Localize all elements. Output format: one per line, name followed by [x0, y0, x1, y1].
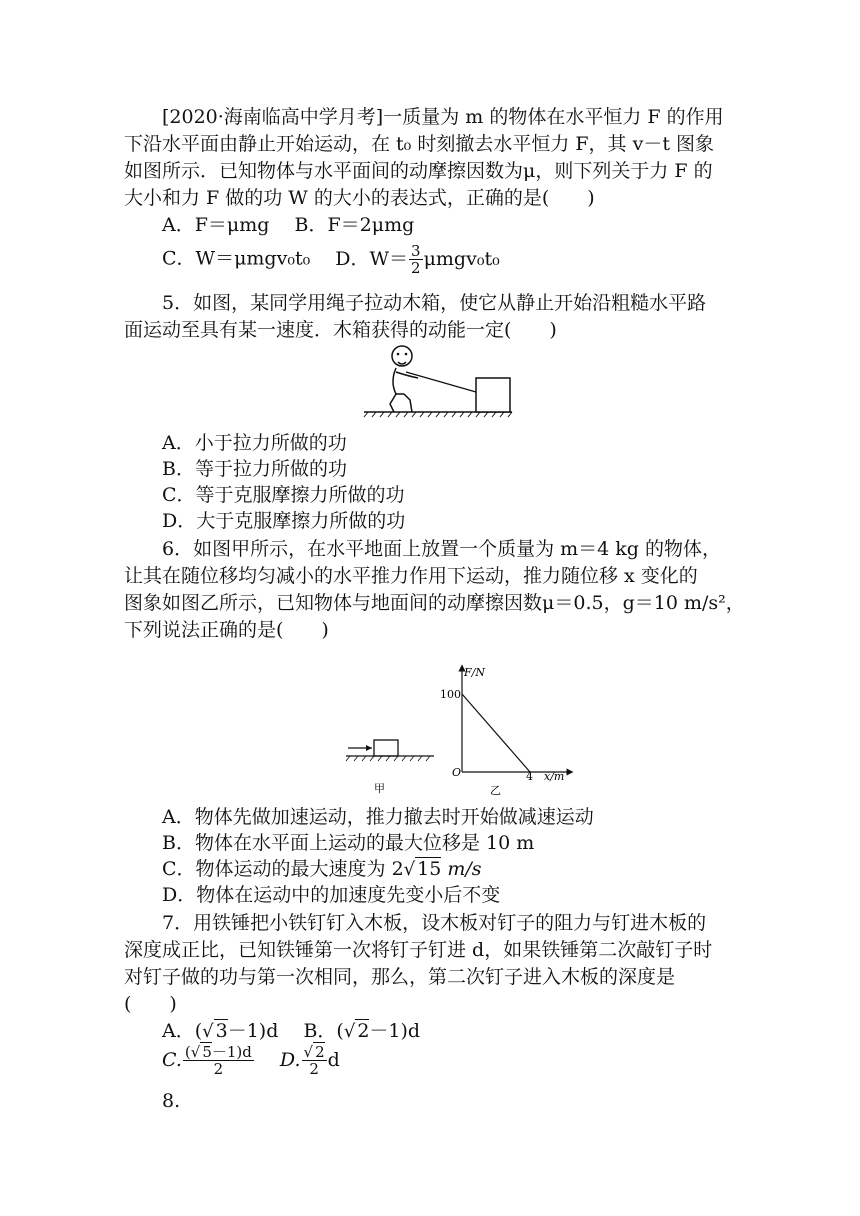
q4-line4: 大小和力 F 做的功 W 的大小的表达式，正确的是( ) [124, 187, 595, 209]
q4-option-b[interactable]: B．F＝2μmg [294, 214, 415, 236]
radicand: 3 [215, 1020, 228, 1042]
q7-option-c-fraction [183, 1044, 254, 1077]
force-series-line [462, 694, 530, 772]
q7-option-a-suffix: －1)d [227, 1020, 279, 1042]
radicand: 15 [417, 858, 442, 880]
q6-chart-force-vs-displacement [430, 660, 590, 800]
q6-option-c-prefix: C．物体运动的最大速度为 2 [162, 858, 404, 880]
numerator-suffix: －1)d [211, 1043, 252, 1061]
q4-option-d-prefix: D．W＝ [335, 247, 409, 270]
q6-option-a[interactable]: A．物体先做加速运动，推力撤去时开始做减速运动 [162, 806, 594, 828]
q7-option-a[interactable] [162, 1020, 278, 1042]
q6-option-c-unit: m/s [441, 858, 482, 880]
q4-line3: 如图所示．已知物体与水平面间的动摩擦因数为μ，则下列关于力 F 的 [124, 160, 713, 182]
q4-option-a[interactable]: A．F＝μmg [162, 214, 270, 236]
q7-option-d[interactable] [279, 1043, 340, 1078]
fraction-denominator: 2 [213, 1060, 224, 1078]
q8-label: 8. [162, 1090, 181, 1112]
x-tick-label: 4 [526, 770, 533, 783]
y-axis-label: F/N [464, 666, 485, 679]
q5-option-b[interactable]: B．等于拉力所做的功 [162, 458, 347, 480]
q5-line1: 5．如图，某同学用绳子拉动木箱，使它从静止开始沿粗糙水平路 [162, 292, 707, 314]
q7-option-b-prefix: B．( [303, 1020, 344, 1042]
q6-figure-jia [344, 730, 444, 800]
q5-option-a[interactable]: A．小于拉力所做的功 [162, 432, 347, 454]
q4-option-d[interactable] [335, 242, 500, 277]
q6-option-c[interactable] [162, 856, 482, 883]
q7-options-cd [162, 1044, 340, 1077]
radicand: 2 [315, 1043, 325, 1061]
person-eyes [397, 353, 408, 356]
q7-line1: 7．用铁锤把小铁钉钉入木板，设木板对钉子的阻力与钉进木板的 [162, 912, 707, 934]
sqrt-icon: √ [303, 1043, 314, 1061]
q7-line2: 深度成正比，已知铁锤第一次将钉子钉进 d，如果铁锤第二次敲钉子时 [124, 939, 713, 961]
sqrt-icon: √ [403, 859, 416, 880]
sqrt-icon: √ [343, 1021, 356, 1042]
sqrt-icon: √ [190, 1043, 201, 1061]
numerator-prefix: ( [184, 1043, 191, 1061]
x-axis-label: x/m [544, 770, 565, 783]
person-figure [390, 346, 418, 412]
q5-figure-person-pulling-box [360, 342, 516, 418]
q7-option-d-label: D. [279, 1048, 301, 1071]
y-tick-label: 100 [440, 688, 461, 701]
q4-option-c[interactable]: C．W＝μmgv₀t₀ [162, 247, 311, 270]
push-arrow-head [366, 745, 372, 751]
q4-option-d-suffix: μmgv₀t₀ [423, 247, 500, 270]
q7-option-c[interactable] [162, 1043, 255, 1078]
q4-options-cd [162, 243, 500, 276]
q6-line4: 下列说法正确的是( ) [124, 619, 329, 641]
q6-line3: 图象如图乙所示，已知物体与地面间的动摩擦因数μ＝0.5，g＝10 m/s²， [124, 592, 745, 614]
origin-label: O [452, 766, 462, 779]
sqrt-icon: √ [202, 1021, 214, 1042]
q4-line1: [2020·海南临高中学月考]一质量为 m 的物体在水平恒力 F 的作用 [162, 106, 724, 128]
q5-option-c[interactable]: C．等于克服摩擦力所做的功 [162, 484, 405, 506]
fig-jia-label: 甲 [374, 782, 385, 795]
wooden-box [476, 378, 510, 412]
q7-line3: 对钉子做的功与第一次相同，那么，第二次钉子进入木板的深度是 [124, 966, 676, 988]
fraction-denominator: 2 [309, 1060, 319, 1078]
q4-line2: 下沿水平面由静止开始运动，在 t₀ 时刻撤去水平恒力 F，其 v－t 图象 [124, 133, 715, 155]
fraction-denominator: 2 [411, 259, 421, 277]
floor-hatching [346, 756, 430, 761]
q5-line2: 面运动至具有某一速度．木箱获得的动能一定( ) [124, 319, 557, 341]
radicand: 2 [357, 1020, 370, 1042]
q7-option-d-fraction [302, 1044, 327, 1077]
q4-options-ab [162, 212, 414, 238]
q6-option-b[interactable]: B．物体在水平面上运动的最大位移是 10 m [162, 832, 535, 854]
q6-option-d[interactable]: D．物体在运动中的加速度先变小后不变 [162, 884, 501, 906]
fraction-numerator [183, 1044, 254, 1061]
q7-option-a-prefix: A．( [162, 1020, 203, 1042]
rope [406, 372, 476, 392]
radicand: 5 [202, 1043, 212, 1061]
fraction-numerator: 3 [411, 242, 421, 260]
q7-option-d-suffix: d [327, 1048, 340, 1071]
block [374, 740, 398, 756]
q6-line1: 6．如图甲所示，在水平地面上放置一个质量为 m＝4 kg 的物体， [162, 538, 721, 560]
q7-option-c-label: C. [162, 1048, 182, 1071]
q7-option-b-suffix: －1)d [369, 1020, 421, 1042]
q7-option-b[interactable] [303, 1020, 420, 1042]
q7-options-ab [162, 1018, 420, 1045]
q6-line2: 让其在随位移均匀减小的水平推力作用下运动，推力随位移 x 变化的 [124, 565, 698, 587]
q4-option-d-fraction [409, 243, 423, 276]
fig-yi-label: 乙 [490, 784, 501, 797]
q7-line4: ( ) [124, 993, 177, 1015]
q5-option-d[interactable]: D．大于克服摩擦力所做的功 [162, 510, 406, 532]
fraction-numerator [302, 1044, 327, 1061]
